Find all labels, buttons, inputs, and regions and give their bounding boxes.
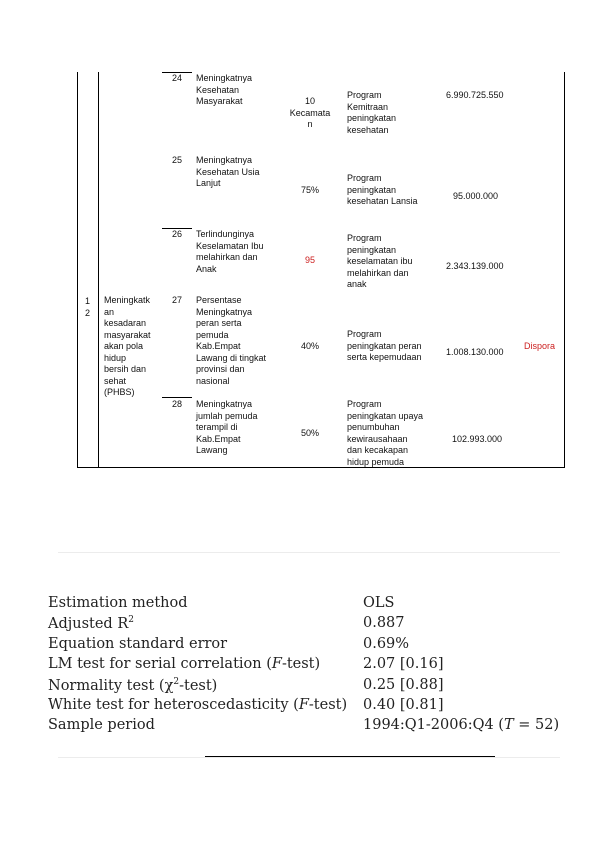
row-number: 27 xyxy=(172,295,183,305)
budget-cell: 1.008.130.000 xyxy=(446,347,504,357)
table-number-column-border xyxy=(98,72,99,468)
budget-cell: 6.990.725.550 xyxy=(446,90,504,100)
indicator-cell: Meningkatnya Kesehatan Masyarakat xyxy=(196,73,253,106)
table-bottom-border xyxy=(77,467,565,468)
program-cell: Program peningkatan keselamatan ibu melahirkan dan anak xyxy=(347,233,413,289)
indicator-cell: Persentase Meningkatnya peran serta pemuda Kab.Empat Lawang di tingkat provinsi dan nasional xyxy=(196,295,267,386)
faint-divider xyxy=(58,757,560,758)
program-cell: Program peningkatan peran serta kepemudaan xyxy=(347,329,422,362)
program-cell: Program peningkatan kesehatan Lansia xyxy=(347,173,418,206)
stats-bottom-rule xyxy=(205,756,495,757)
table-left-border xyxy=(77,72,78,468)
stat-label-white-test: White test for heteroscedasticity (F-test) xyxy=(48,697,348,713)
budget-cell: 95.000.000 xyxy=(453,191,499,201)
table-right-border xyxy=(564,72,565,468)
row-number: 26 xyxy=(172,229,183,239)
target-cell: 50% xyxy=(300,428,319,438)
target-cell: 40% xyxy=(300,341,319,351)
stat-value-normality: 0.25 [0.88] xyxy=(363,677,444,693)
row-separator xyxy=(162,397,192,398)
stat-label-normality: Normality test $(\chi^2-test)$ xyxy=(48,677,218,694)
target-cell: 95 xyxy=(304,255,315,265)
group-number: 1 2 xyxy=(85,296,91,318)
stat-label-adjusted-r2: Adjusted $R^2$ xyxy=(48,615,134,632)
group-goal: Meningkatk an kesadaran masyarakat akan pola hidup bersih dan sehat (PHBS) xyxy=(104,295,151,397)
faint-divider xyxy=(58,552,560,553)
program-cell: Program peningkatan upaya penumbuhan kewirausahaan dan kecakapan hidup pemuda xyxy=(347,399,424,467)
indicator-cell: Terlindunginya Keselamatan Ibu melahirkan dan Anak xyxy=(196,229,264,274)
agency-cell: Dispora xyxy=(524,341,556,351)
stat-label-sample-period: Sample period xyxy=(48,717,155,733)
stat-value-lm-test: 2.07 [0.16] xyxy=(363,656,444,672)
target-cell: 75% xyxy=(300,185,319,195)
stat-label-equation-se: Equation standard error xyxy=(48,636,228,652)
program-cell: Program Kemitraan peningkatan kesehatan xyxy=(347,90,397,135)
stat-value-estimation-method: OLS xyxy=(363,595,395,611)
target-cell: 10 Kecamata n xyxy=(289,96,331,129)
stat-label-estimation-method: Estimation method xyxy=(48,595,188,611)
budget-cell: 2.343.139.000 xyxy=(446,261,504,271)
budget-cell: 102.993.000 xyxy=(452,434,503,444)
row-number: 24 xyxy=(172,73,183,83)
stat-value-sample-period: 1994:Q1-2006:Q4 (T = 52) xyxy=(363,717,560,733)
row-number: 25 xyxy=(172,155,183,165)
stat-value-equation-se: 0.69% xyxy=(363,636,410,652)
indicator-cell: Meningkatnya jumlah pemuda terampil di Kab.Empat Lawang xyxy=(196,399,258,455)
stat-value-adjusted-r2: 0.887 xyxy=(363,615,405,631)
stat-label-lm-test: LM test for serial correlation (F-test) xyxy=(48,656,321,672)
indicator-cell: Meningkatnya Kesehatan Usia Lanjut xyxy=(196,155,260,188)
stat-value-white-test: 0.40 [0.81] xyxy=(363,697,444,713)
row-number: 28 xyxy=(172,399,183,409)
